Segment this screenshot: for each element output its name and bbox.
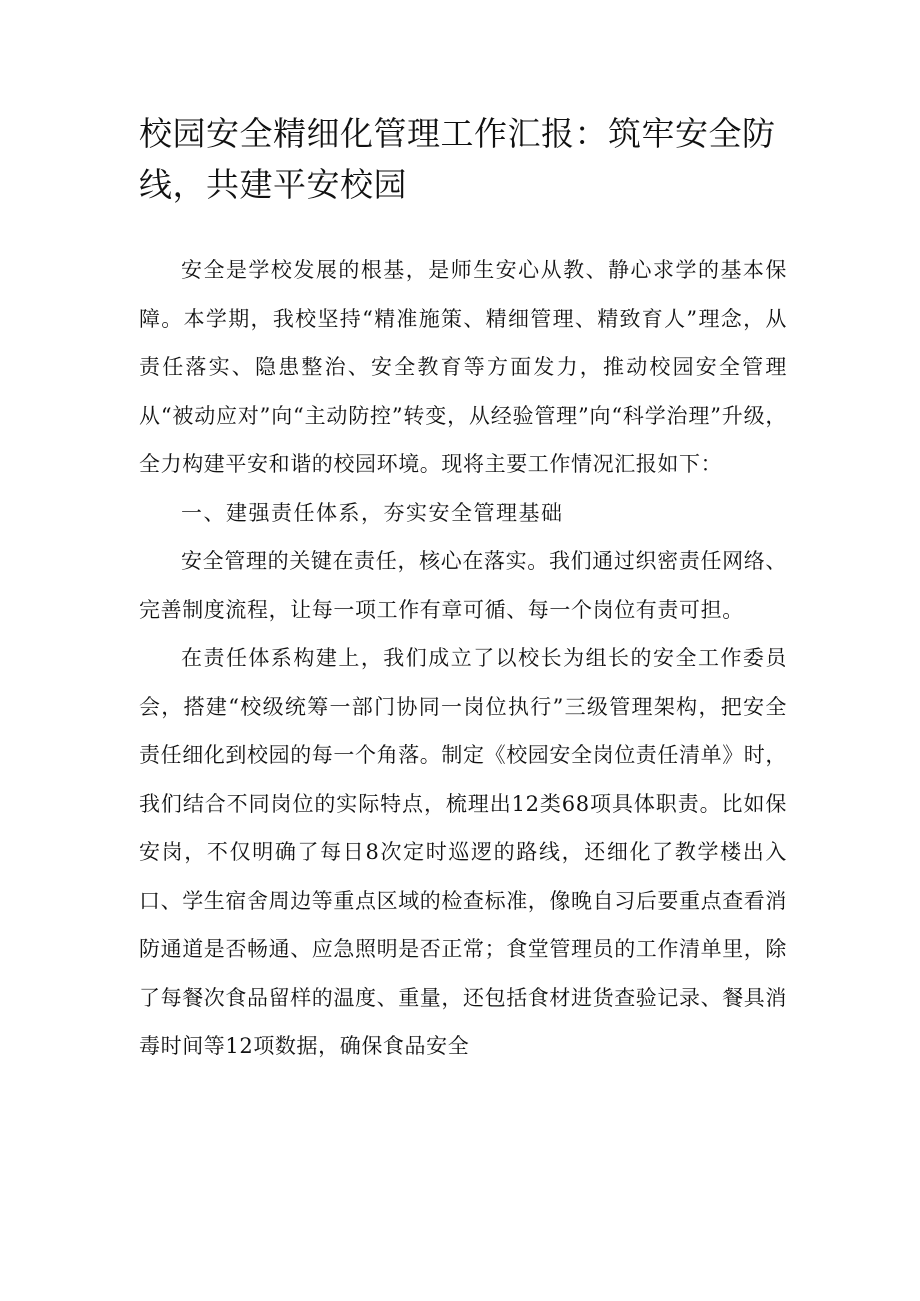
section-heading-1: 一、建强责任体系，夯实安全管理基础	[181, 500, 564, 525]
section-1-paragraph-2: 在责任体系构建上，我们成立了以校长为组长的安全工作委员会，搭建“校级统筹一部门协同一岗位执行”三级管理架构，把安全责任细化到校园的每一个角落。制定《校园安全岗位责任清单》时，我们结合不同岗位的实际特点，梳理出12类68项具体职责。比如保安岗，不仅明确了每日8次定时巡逻的路线，还细化了教学楼出入口、学生宿舍周边等重点区域的检查标准，像晚自习后要重点查看消防通道是否畅通、应急照明是否正常；食堂管理员的工作清单里，除了每餐次食品留样的温度、重量，还包括食材进货查验记录、餐具消毒时间等12项数据，确保食品安全	[139, 646, 787, 1058]
document-title: 校园安全精细化管理工作汇报：筑牢安全防线，共建平安校园	[139, 114, 776, 204]
section-1-paragraph-1: 安全管理的关键在责任，核心在落实。我们通过织密责任网络、完善制度流程，让每一项工作有章可循、每一个岗位有责可担。	[139, 549, 787, 622]
intro-paragraph: 安全是学校发展的根基，是师生安心从教、静心求学的基本保障。本学期，我校坚持“精准施策、精细管理、精致育人”理念，从责任落实、隐患整治、安全教育等方面发力，推动校园安全管理从“被动应对”向“主动防控”转变，从经验管理”向“科学治理”升级，全力构建平安和谐的校园环境。现将主要工作情况汇报如下：	[139, 258, 787, 476]
document-body	[139, 246, 787, 1071]
